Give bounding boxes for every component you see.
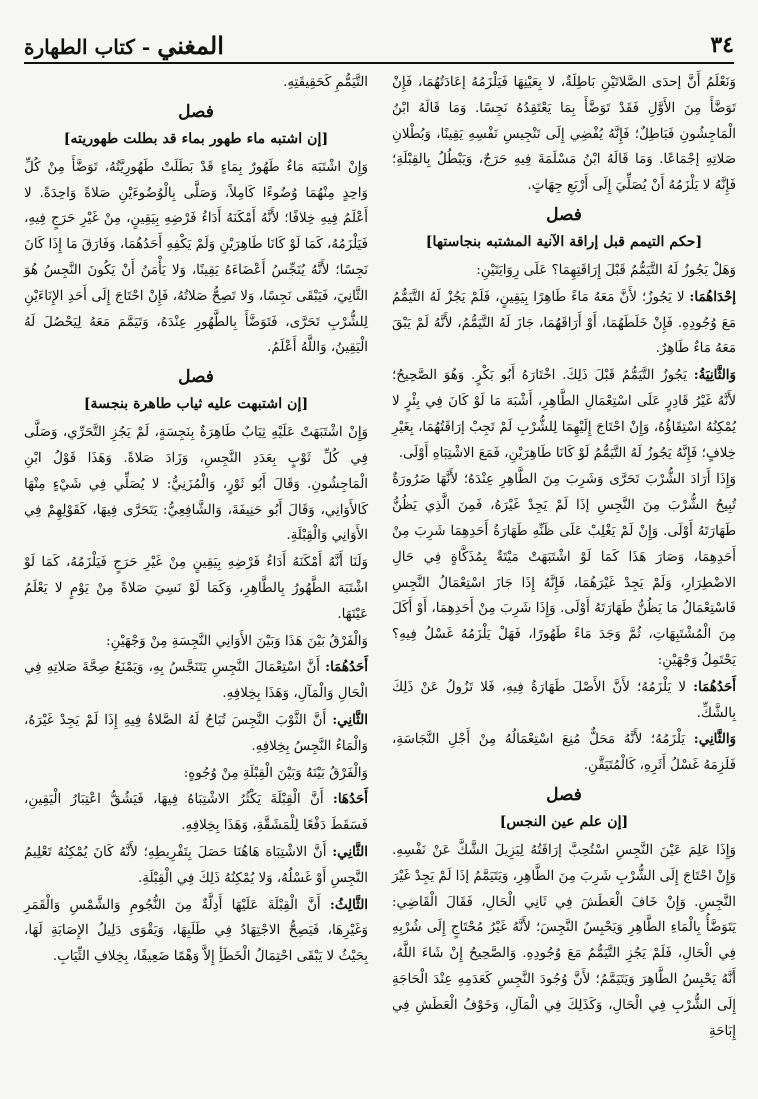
right-column-paragraph [392,285,736,362]
paragraph-body: أَنَّ الثَّوْبَ النَّجِسَ تُبَاحُ لَهُ الصَّلاةُ فِيهِ إِذَا لَمْ يَجِدْ غَيْرَهُ، وَالْمَاءُ النَّجِسُ بِخِلافِهِ. [24,712,368,754]
left-column-paragraph: وَإِنْ اشْتَبَهَ مَاءٌ طَهُورٌ بِمَاءٍ قَدْ بَطَلَتْ طَهُورِيَّتُهُ، تَوَضَّأَ مِنْ كُلِّ وَاحِدٍ مِنْهُمَا وُضُوءًا كَامِلاً، وَصَلَّى بِالْوُضُوءَيْنِ صَلاةً وَاحِدَةً. لا أَعْلَمُ فِيهِ خِلافًا؛ لأَنَّهُ أَمْكَنَهُ أَدَاءُ فَرْضِهِ بِيَقِينٍ، مِنْ غَيْرِ حَرَجٍ فِيهِ، فَيَلْزَمُهُ، كَمَا لَوْ كَانَا طَاهِرَيْنِ وَلَمْ يَكْفِهِ أَحَدُهُمَا، وَفَارَقَ مَا إِذَا كَانَ نَجِسًا؛ لأَنَّهُ يُنَجِّسُ أَعْضَاءَهُ يَقِينًا، وَلا يَأْمَنُ أَنْ يَكُونَ النَّجِسُ هُوَ الثَّانِيَ، فَيَبْقَى نَجِسًا، وَلا تَصِحُّ صَلاتُهُ، فَإِنْ احْتَاجَ إِلَى أَحَدِ الإِنَاءَيْنِ لِلشُّرْبِ تَحَرَّى، فَتَوَضَّأَ بِالطَّهُورِ عِنْدَهُ، وَتَيَمَّمَ مَعَهُ لِيَحْصُلَ لَهُ الْيَقِينُ، وَاللَّهُ أَعْلَمُ. [24,159,368,356]
right-column-paragraph [392,363,736,466]
paragraph-lead: أَحَدُهُمَا: [325,659,368,676]
left-column-paragraph [24,655,368,707]
left-column-paragraph [24,787,368,839]
paragraph-lead: وَالثَّانِي: [693,731,736,748]
left-column-paragraph [24,893,368,970]
chapter-name: كتاب الطهارة [24,34,135,59]
title-separator: - [134,34,158,59]
paragraph-lead: وَالثَّانِيَةُ: [693,367,736,384]
paragraph-body: أَنَّ الْقِبْلَةَ عَلَيْهَا أَدِلَّةٌ مِنَ النُّجُومِ وَالشَّمْسِ وَالْقَمَرِ وَغَيْرِهَا، فَيَصِحُّ الاجْتِهَادُ فِي طَلَبِهَا، وَيَقْوَى دَلِيلُ الإِصَابَةِ لَهَا، بِحَيْثُ لا يَبْقَى احْتِمَالُ الْخَطَأِ إِلاَّ وَهْمًا ضَعِيفًا، بِخِلافِ الثِّيَابِ. [24,897,368,965]
right-column-paragraph: وَهَلْ يَجُوزُ لَهُ التَّيَمُّمُ قَبْلَ إِرَاقَتِهِمَا؟ عَلَى رِوَايَتَيْنِ: [476,262,736,278]
left-column-paragraph: وَالْفَرْقُ بَيْنَ هَذَا وَبَيْنَ الأَوَانِي النَّجِسَةِ مِنْ وَجْهَيْنِ: [106,633,368,649]
paragraph-lead: أَحَدُهُمَا: [693,678,736,695]
right-column-paragraph [392,675,736,727]
right-column-section-label: فصل [546,204,582,225]
right-column-section-heading: [إن علم عين النجس] [499,813,629,830]
paragraph-body: أَنَّ الاشْتِبَاهَ هَاهُنَا حَصَلَ بِتَفْرِيطِهِ؛ لأَنَّهُ كَانَ يُمْكِنُهُ تَعْلِيمُ النَّجِسِ أَوْ غَسْلُهُ، وَلا يُمْكِنُهُ ذَلِكَ فِي الْقِبْلَةِ. [24,844,368,886]
right-column-paragraph: وَنَعْلَمُ أَنَّ إحدَى الصَّلاتَيْنِ بَاطِلَةٌ، لا بِعَيْنِهَا فَيَلْزَمُهُ إعَادَتُهُمَا، فَإِنْ تَوَضَّأَ مِنَ الأَوَّلِ فَقَدْ تَوَضَّأَ بِمَا يَعْتَقِدُهُ نَجِسًا. وَمَا قَالَهُ ابْنُ الْمَاجِشُونِ فَبَاطِلٌ؛ فَإِنَّهُ يُفْضِي إِلَى تَنْجِيسِ نَفْسِهِ يَقِينًا، وَبُطْلانِ صَلاتِهِ إجْمَاعًا. وَمَا قَالَهُ ابْنُ مَسْلَمَةَ فِيهِ حَرَجٌ، وَيَبْطُلُ بِالقِبْلَةِ؛ فَإِنَّهُ لا يَلْزَمُهُ أَنْ يُصَلِّيَ إِلَى أَرْبَعِ جِهَاتٍ. [392,75,736,194]
running-header [24,30,734,60]
paragraph-body: أَنَّ اسْتِعْمَالَ النَّجِسِ يَتَنَجَّسُ بِهِ، وَيَمْنَعُ صِحَّةَ صَلاتِهِ فِي الْحَالِ وَالْمَآلِ، وَهَذَا بِخِلافِهِ. [24,660,368,702]
left-column-section-heading: [إن اشتبه ماء طهور بماء قد بطلت طهوريته] [63,130,329,147]
page-number: ٣٤ [710,32,734,58]
left-column [24,70,368,971]
left-column-paragraph: وَإِنْ اشْتَبَهَتْ عَلَيْهِ ثِيَابٌ طَاهِرَةٌ بِنَجِسَةٍ، لَمْ يَجُزِ التَّحَرِّي، وَصَلَّى فِي كُلِّ ثَوْبٍ بِعَدَدِ النَّجِسِ، وَزَادَ صَلاةً. وَهَذَا قَوْلُ ابْنِ الْمَاجِشُونِ. وَقَالَ أَبُو ثَوْرٍ، وَالْمُزَنِيُّ: لا يُصَلِّي فِي شَيْءٍ مِنْهَا كَالأَوَانِي، وَقَالَ أَبُو حَنِيفَةَ، وَالشَّافِعِيُّ: يَتَحَرَّى فِيهَا، كَقَوْلِهِمْ فِي الأَوَانِي وَالْقِبْلَةِ. [24,425,368,544]
left-column-paragraph: وَلَنَا أَنَّهُ أَمْكَنَهُ أَدَاءُ فَرْضِهِ بِيَقِينٍ مِنْ غَيْرِ حَرَجٍ فَيَلْزَمُهُ، كَمَا لَوْ اشْتَبَهَ الطَّهُورُ بِالطَّاهِرِ، وَكَمَا لَوْ نَسِيَ صَلاةً مِنْ يَوْمٍ لا يَعْلَمُ عَيْنَهَا. [24,555,368,622]
paragraph-lead: أَحَدُهَا: [332,791,368,808]
left-column-section-heading: [إن اشتبهت عليه ثياب طاهرة بنجسة] [83,396,309,413]
left-column-section-label: فصل [178,367,214,388]
paragraph-body: يَجُوزُ التَّيَمُّمُ قَبْلَ ذَلِكَ. اخْتَارَهُ أَبُو بَكْرٍ. وَهُوَ الصَّحِيحُ؛ لأَنَّهُ غَيْرُ قَادِرٍ عَلَى اسْتِعْمَالِ الطَّاهِرِ، أَشْبَهَ مَا لَوْ كَانَ فِي بِئْرٍ لا يُمْكِنُهُ اسْتِقَاؤُهُ، وَإِنْ احْتَاجَ إِلَيْهِمَا لِلشُّرْبِ لَمْ تَجِبْ إرَاقَتُهُمَا، بِغَيْرِ خِلافٍ؛ فَإِنَّهُ يَجُوزُ لَهُ التَّيَمُّمُ لَوْ كَانَا طَاهِرَيْنِ، فَمَعَ الاشْتِبَاهِ أَوْلَى. [392,368,736,461]
header-rule [24,62,734,64]
right-column-paragraph [392,727,736,779]
paragraph-body: لا يَلْزَمُهُ؛ لأَنَّ الأَصْلَ طَهَارَةُ فِيهِ، فَلا تَزُولُ عَنْ ذَلِكَ بِالشَّكِّ. [392,679,736,721]
paragraph-body: أَنَّ الْقِبْلَةَ يَكْثُرُ الاشْتِبَاهُ فِيهَا، فَيَشُقُّ اعْتِبَارُ الْيَقِينِ، فَسَقَطَ دَفْعًا لِلْمَشَقَّةِ، وَهَذَا بِخِلافِهِ. [24,792,368,834]
book-name: المغني [157,30,224,60]
paragraph-lead: الثَّانِي: [332,711,368,728]
paragraph-body: لا يَجُوزُ؛ لأَنَّ مَعَهُ مَاءً طَاهِرًا بِيَقِينٍ، فَلَمْ يَجُزْ لَهُ التَّيَمُّمُ مَعَ وُجُودِهِ. فَإِنْ خَلَطَهُمَا، أَوْ أَرَاقَهُمَا، جَازَ لَهُ التَّيَمُّمُ، لأَنَّهُ لَمْ يَبْقَ مَعَهُ مَاءٌ طَاهِرٌ. [392,289,736,357]
right-column-paragraph: وَإِذَا أَرَادَ الشُّرْبَ تَحَرَّى وَشَرِبَ مِنَ الطَّاهِرِ عِنْدَهُ؛ لأَنَّهَا ضَرُورَةٌ تُبِيحُ الشُّرْبَ مِنَ النَّجِسِ إذَا لَمْ يَجِدْ غَيْرَهُ، فَمِنَ الَّذِي يَظُنُّ طَهَارَتَهُ أَوْلَى. وَإِنْ لَمْ يَغْلِبْ عَلَى ظَنِّهِ طَهَارَةُ أَحَدِهِمَا شَرِبَ مِنْ أَحَدِهِمَا، وَصَارَ هَذَا كَمَا لَوْ اشْتَبَهَتْ مَيْتَةٌ بِمُذَكَّاةٍ فِي حَالِ الاضْطِرَارِ، وَلَمْ يَجِدْ غَيْرَهُمَا، فَإِنَّهُ إِذَا جَازَ اسْتِعْمَالُ النَّجِسِ فَاسْتِعْمَالُ مَا يَظُنُّ طَهَارَتَهُ أَوْلَى. وَإِذَا شَرِبَ مِنْ أَحَدِهِمَا، أَوْ أَكَلَ مِنَ الْمُشْتَبِهَاتِ، ثُمَّ وَجَدَ مَاءً طَهُورًا، فَهَلْ يَلْزَمُهُ غَسْلُ فِيهِ؟ يَحْتَمِلُ وَجْهَيْنِ: [392,472,736,668]
left-column-section-label: فصل [178,101,214,122]
right-column [392,70,736,1045]
left-column-paragraph: التَّيَمُّمِ كَحَقِيقَتِهِ. [283,75,368,90]
paragraph-body: يَلْزَمُهُ؛ لأَنَّهُ مَحَلٌّ مُنِعَ اسْتِعْمَالُهُ مِنْ أَجْلِ النَّجَاسَةِ، فَلَزِمَهُ غَسْلُ أَثَرِهِ، كَالْمُتَيَقَّنِ. [392,732,736,774]
left-column-paragraph: وَالْفَرْقُ بَيْنَهُ وَبَيْنَ الْقِبْلَةِ مِنْ وُجُوهٍ: [183,765,368,781]
right-column-paragraph: وَإِذَا عَلِمَ عَيْنَ النَّجِسِ اسْتُحِبَّ إرَاقَتُهُ لِيَزِيلَ الشَّكَّ عَنْ نَفْسِهِ. وَإِنْ احْتَاجَ إِلَى الشُّرْبِ شَرِبَ مِنَ الطَّاهِرِ، وَيَتَيَمَّمُ إذَا لَمْ يَجِدْ غَيْرَ النَّجِسِ. وَإِنْ خَافَ الْعَطَشَ فِي ثَانِي الْحَالِ، فَقَالَ الْقَاضِي: يَتَوَضَّأُ بِالْمَاءِ الطَّاهِرِ وَيَحْبِسُ النَّجِسَ؛ لأَنَّهُ غَيْرُ مُحْتَاجٍ إِلَى شُرْبِهِ فِي الْحَالِ، فَلَمْ يَجُزِ التَّيَمُّمُ مَعَ وُجُودِهِ. وَالصَّحِيحُ إِنْ شَاءَ اللَّهُ، أَنَّهُ يَحْبِسُ الطَّاهِرَ وَيَتَيَمَّمُ؛ لأَنَّ وُجُودَ النَّجِسِ كَعَدَمِهِ عِنْدَ الْحَاجَةِ إِلَى الشُّرْبِ فِي الْحَالِ، وَكَذَلِكَ فِي الْمَآلِ، وَخَوْفُ الْعَطَشِ فِي إِبَاحَةِ [392,842,736,1039]
paragraph-lead: الثَّالِثُ: [329,896,368,913]
running-title [24,31,224,60]
left-column-paragraph [24,708,368,760]
right-column-section-heading: [حكم التيمم قبل إراقة الآنية المشتبه بنجاستها] [425,233,703,250]
paragraph-lead: الثَّانِي: [332,843,368,860]
right-column-section-label: فصل [546,784,582,805]
left-column-paragraph [24,840,368,892]
paragraph-lead: إحْدَاهُمَا: [689,288,736,305]
